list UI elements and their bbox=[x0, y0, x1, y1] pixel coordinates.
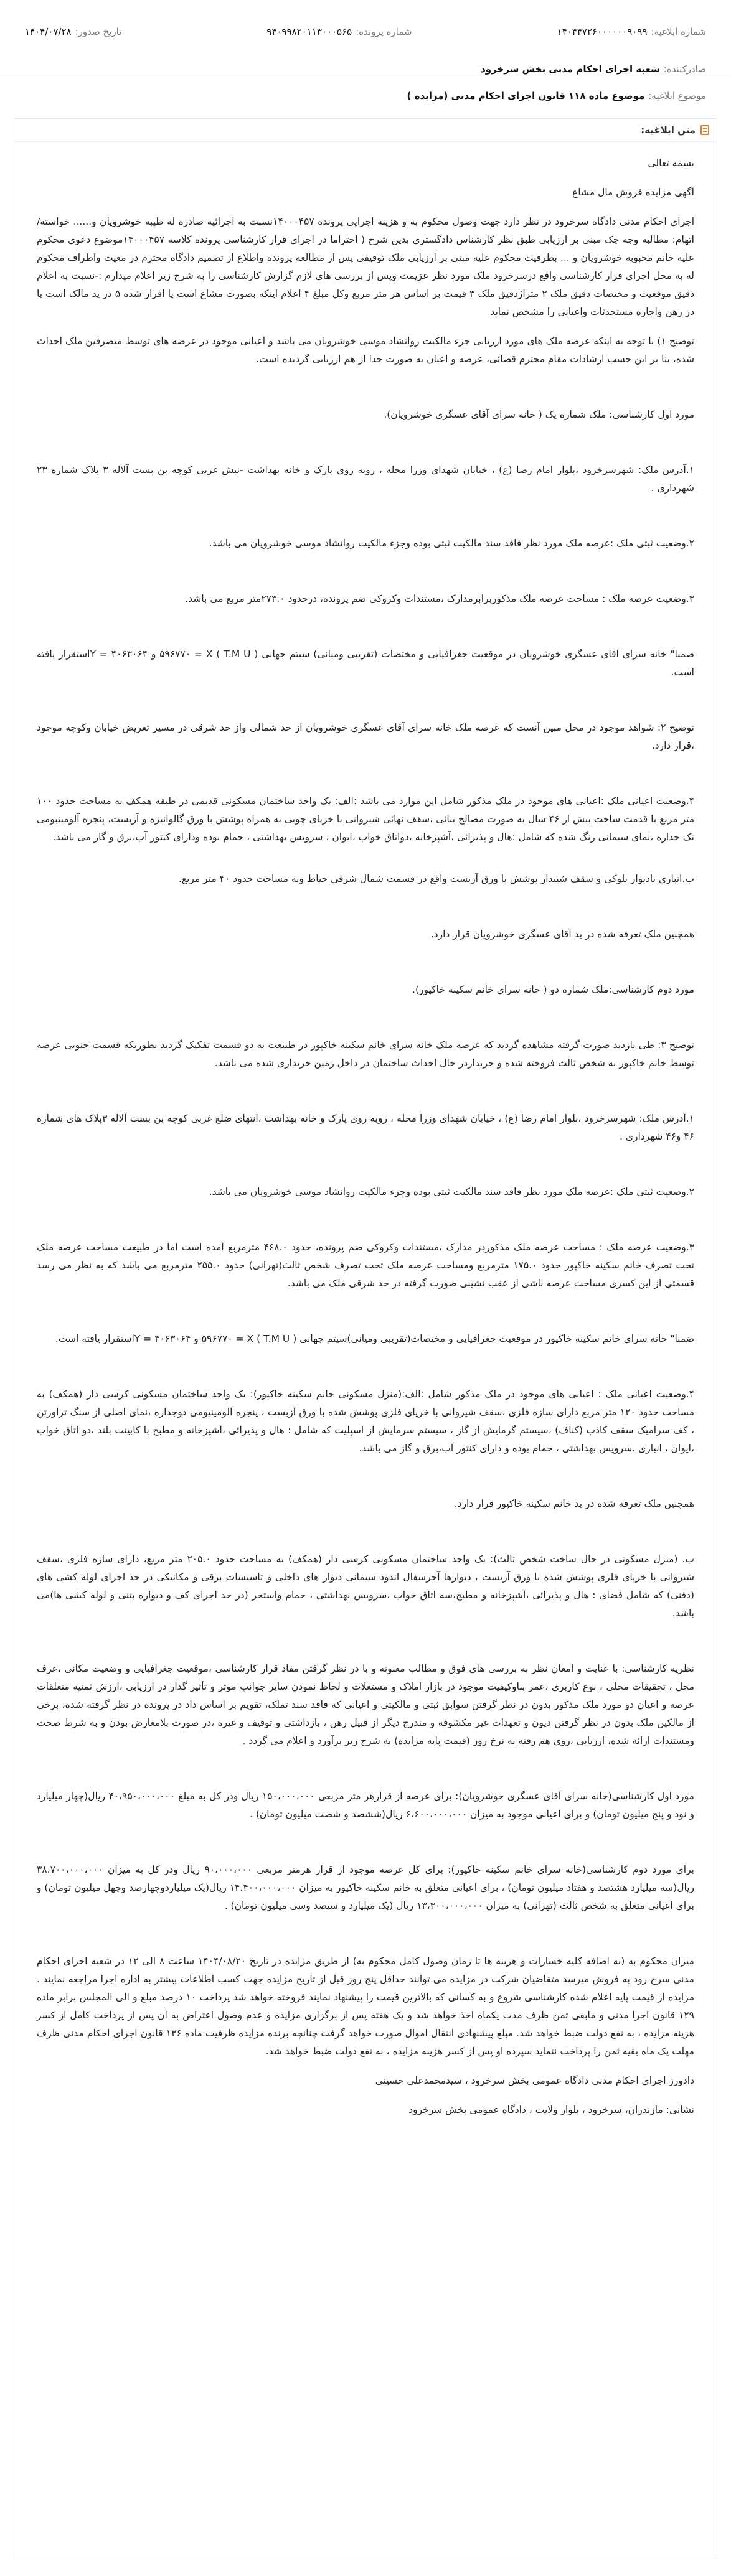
notice-number-value: ۱۴۰۴۴۷۲۶۰۰۰۰۰۰۹۰۹۹ bbox=[557, 26, 648, 37]
subject-line bbox=[407, 90, 706, 101]
document-icon bbox=[700, 125, 709, 135]
notice-text-box bbox=[14, 118, 717, 2559]
paragraph: مورد اول کارشناسی: ملک شماره یک ( خانه سرای آقای عسگری خوشرویان). bbox=[384, 409, 694, 420]
paragraph: مورد اول کارشناسی(خانه سرای آقای عسگری خوشرویان): برای عرصه از قرارهر متر مربعی ۱۵۰،۰۰۰،۰۰۰ ریال ودر کل به مبلغ ۴۰،۹۵۰،۰۰۰،۰۰۰ ریال(چهار میلیارد و نود و پنج میلیون تومان) و برای اعیانی موجود به میزان ۶،۶۰۰،۰۰۰،۰۰۰ ریال(ششصد و شصت میلیون تومان) . bbox=[37, 1791, 694, 1820]
file-number-label: شماره پرونده: bbox=[356, 26, 412, 37]
issue-date-label: تاریخ صدور: bbox=[75, 26, 122, 37]
paragraph: ب.انباری بادیوار بلوکی و سقف شیبدار پوشش با ورق آزبست واقع در قسمت شمال شرقی حیاط وبه مساحت حدود ۴۰ متر مربع. bbox=[178, 873, 694, 884]
paragraph: مورد دوم کارشناسی:ملک شماره دو ( خانه سرای خانم سکینه خاکپور). bbox=[412, 984, 694, 995]
paragraph: بسمه تعالی bbox=[648, 157, 694, 169]
paragraph: نظریه کارشناسی: با عنایت و امعان نظر به بررسی های فوق و مطالب معنونه و با در نظر گرفتن مفاد قرار کارشناسی ،موقعیت جغرافیایی و وضعیت مکانی ،عرف محل ، تحقیقات محلی ، نوع کاربری ،عمر بناوکیفیت موجود در بازار املاک و مستغلات و لحاظ نمودن سایر جوانب موثر و تأثیر گذار در ارزیابی ،ارزش ثمنیه متعلقات عرصه و اعیان دو مورد ملک مذکور بدون در نظر گرفتن سوابق ثبتی و مالکیتی و اعیانی که فاقد سند تملک، تقویم بر اساس داد در پرونده در نظر گرفته شده، برخی از مالکین ملک بدون در نظر گرفتن دیون و تعهدات غیر مکشوفه و مندرج دیگر از قبیل رهن ، بازداشتی و توقیف و غیره ،در صورت بلامعارض بودن و به شرط صحت ومستندات ارائه شده، ارزیابی ،روی هم رفته به نرخ روز (قیمت پایه مزایده) به شرح زیر برآورد و اعلام می گردد . bbox=[37, 1663, 694, 1746]
issuer-line bbox=[481, 63, 706, 75]
notice-number bbox=[557, 26, 706, 37]
paragraph: ضمنا" خانه سرای خانم سکینه خاکپور در موقعیت جغرافیایی و مختصات(تقریبی ومیانی)سیتم جهانی ( T.M U ) ۵۹۶۷۷۰ = X و ۴۰۶۳۰۶۴ = Yاستقرار یافته است. bbox=[55, 1333, 694, 1344]
file-number-value: ۹۴۰۹۹۸۲۰۱۱۳۰۰۰۵۶۵ bbox=[266, 26, 352, 37]
paragraph: ب. (منزل مسکونی در حال ساخت شخص ثالث): یک واحد ساختمان مسکونی کرسی دار (همکف) به مساحت حدود ۲۰۵.۰ متر مربع، دارای سازه فلزی ،سقف شیروانی با خرپای فلزی پوشش شده با ورق آزبست ، دیوارها آجرسفال اندود سیمانی دیوار های داخلی و تاسیسات برقی و مکانیکی در حد اجرای لوله کشی های (دفنی) که شامل فضای : هال و پذیرائی ،آشپزخانه و مطبخ،سه اتاق خواب ،سرویس بهداشتی ، حمام واستخر (در حد اجرای کف و دیواره بتنی و لوله کشی ها)می باشد. bbox=[37, 1553, 694, 1619]
meta-row bbox=[25, 26, 706, 37]
paragraph: توضیح ۳: طی بازدید صورت گرفته مشاهده گردید که عرصه ملک خانه سرای خانم سکینه خاکپور در طبیعت به دو قسمت تفکیک گردید بطوریکه قسمت جنوبی عرصه توسط خانم خاکپور به شخص ثالث فروخته شده و خریداردر حال احداث ساختمان در داخل زمین خریداری شده می باشد. bbox=[37, 1039, 694, 1069]
paragraph: ۱.آدرس ملک: شهرسرخرود ،بلوار امام رضا (ع) ، خیابان شهدای وزرا محله ، روبه روی پارک و خانه بهداشت -نبش غربی کوچه بن بست آلاله ۳ پلاک شماره ۲۳ شهرداری . bbox=[37, 464, 695, 494]
issuer-value: شعبه اجرای احکام مدنی بخش سرخرود bbox=[481, 63, 660, 75]
paragraph: برای مورد دوم کارشناسی(خانه سرای خانم سکینه خاکپور): برای کل عرصه موجود از قرار هرمتر مربعی ۹۰،۰۰۰،۰۰۰ ریال ودر کل به میزان ۳۸،۷۰۰،۰۰۰،۰۰۰ ریال(سه میلیارد هشتصد و هفتاد میلیون تومان) ، برای اعیانی متعلق به خانم سکینه خاکپور به میزان ۱۴،۴۰۰،۰۰۰،۰۰۰ ریال(یک میلیاردوچهارصد وچهل میلیون تومان) و برای اعیانی متعلق به شخص ثالث (تهرانی) به میزان ۱۳،۳۰۰،۰۰۰،۰۰۰ ریال (یک میلیارد و سیصد وسی میلیون تومان) . bbox=[37, 1864, 694, 1911]
paragraph: ۴.وضعیت اعیانی ملک :اعیانی های موجود در ملک مذکور شامل این موارد می باشد :الف: یک واحد ساختمان مسکونی قدیمی در طبقه همکف به مساحت حدود ۱۰۰ متر مربع با قدمت ساخت بیش از ۴۶ سال به صورت مصالح بنائی ،سقف نهائی شیروانی با خرپای چوبی به همراه پوشش با ورق گالوانیزه و آزبست، پنجره آلومینیومی تک جداره ،نمای سیمانی رنگ شده که شامل :هال و پذیرائی ،آشپزخانه ،دواتاق خواب ،ایوان ، سرویس بهداشتی ، حمام بوده ودارای کنتور آب،برق و گاز می باشد. bbox=[37, 795, 694, 843]
issue-date-value: ۱۴۰۴/۰۷/۲۸ bbox=[25, 26, 72, 37]
paragraph: دادورز اجرای احکام مدنی دادگاه عمومی بخش سرخرود ، سیدمحمدعلی حسینی bbox=[375, 2075, 694, 2086]
paragraph: توضیح ۲: شواهد موجود در محل مبین آنست که عرصه ملک خانه سرای آقای عسگری خوشرویان از حد شمالی واز حد شرقی در مسیر تعریض خیابان وکوچه موجود ،قرار دارد. bbox=[37, 722, 695, 751]
paragraph: آگهی مزایده فروش مال مشاع bbox=[572, 187, 694, 198]
issue-date bbox=[25, 26, 121, 37]
paragraph: ۴.وضعیت اعیانی ملک : اعیانی های موجود در ملک مذکور شامل :الف:(منزل مسکونی خانم سکینه خاکپور): یک واحد ساختمان مسکونی کرسی دار (همکف) به مساحت حدود ۱۲۰ متر مربع دارای سازه فلزی ،سقف شیروانی با خرپای فلزی پوشش شده با ورق آزبست ، پنجره آلومینیومی دوجداره ،نمای اصلی از سنگ تراورتن ، کف سرامیک سقف کاذب (کناف) ،سیستم گرمایش از گاز ، سیستم سرمایش از اسپلیت که شامل : هال و پذیرائی ،آشپزخانه و مطبخ با کابینت بلند ،دو اتاق خواب ،ایوان ، انباری ،سرویس بهداشتی ، حمام بوده و دارای کنتور آب،برق و گاز می باشد. bbox=[37, 1389, 694, 1454]
notice-content bbox=[14, 142, 717, 2119]
subject-value: موضوع ماده ۱۱۸ قانون اجرای احکام مدنی (مزایده ) bbox=[407, 90, 645, 101]
notice-text-header bbox=[14, 119, 717, 142]
paragraph: نشانی: مازندران، سرخرود ، بلوار ولایت ، دادگاه عمومی بخش سرخرود bbox=[408, 2104, 694, 2115]
paragraph: ۱.آدرس ملک: شهرسرخرود ،بلوار امام رضا (ع) ، خیابان شهدای وزرا محله ، روبه روی پارک و خانه بهداشت ،انتهای ضلع غربی کوچه بن بست آلاله ۳پلاک های شماره ۴۶ و۴۶ شهرداری . bbox=[37, 1113, 694, 1142]
paragraph: همچنین ملک تعرفه شده در ید آقای عسگری خوشرویان قرار دارد. bbox=[430, 929, 694, 940]
paragraph: همچنین ملک تعرفه شده در ید خانم سکینه خاکپور قرار دارد. bbox=[454, 1498, 694, 1509]
paragraph: ۲.وضعیت ثبتی ملک :عرصه ملک مورد نظر فاقد سند مالکیت ثبتی بوده وجزء مالکیت روانشاد موسی خوشرویان می باشد. bbox=[209, 1186, 694, 1197]
subject-label: موضوع ابلاغیه: bbox=[648, 90, 706, 101]
notice-header bbox=[0, 0, 731, 78]
issuer-label: صادرکننده: bbox=[663, 63, 706, 75]
paragraph: ۳.وضعیت عرصه ملک : مساحت عرصه ملک مذکوردر مدارک ،مستندات وکروکی ضم پرونده، حدود ۴۶۸.۰ مترمربع آمده است اما در طبیعت مساحت عرصه ملک تحت تصرف خانم سکینه خاکپور حدود ۱۷۵.۰ مترمربع ومساحت عرصه ملک تحت تصرف شخص ثالث(تهرانی) حدود ۲۵۵.۰ مترمربع می باشد که به نظر می رسد قسمتی از این کسری مساحت عرصه ناشی از عقب نشینی صورت گرفته در حد شرقی ملک می باشد. bbox=[37, 1242, 694, 1289]
paragraph: میزان محکوم به (به اضافه کلیه خسارات و هزینه ها تا زمان وصول کامل محکوم به) از طریق مزایده در تاریخ ۱۴۰۴/۰۸/۲۰ ساعت ۸ الی ۱۲ در شعبه اجرای احکام مدنی سرخ رود به فروش میرسد متقاضیان شرکت در مزایده می توانند حداقل پنج روز قبل از تاریخ مزایده جهت کسب اطلاعات بیشتر به اداره اجرا مراجعه نمایند . مزایده از قیمت پایه اعلام شده کارشناسی شروع و به کسانی که بالاترین قیمت را پیشنهاد نمایند فروخته خواهد شد پرداخت ۱۰ درصد مبلغ و الی المجلس برابر ماده ۱۲۹ قانون اجرا مدنی و مابقی ثمن ظرف مدت یکماه اخذ خواهد شد و یک هفته پس از برگزاری مزایده و عدم وصول اعتراض به آن پس از پرداخت کامل از کسر هزینه مزایده ، به نفع دولت ضبط خواهد شد. مبلغ پیشنهادی انتقال اموال صورت خواهد گرفت چنانچه برنده مزایده ظرفیت ماده ۱۳۶ قانون اجرای احکام مدنی ظرف مهلت یک ماه بقیه ثمن را پرداخت ننماید سپرده او پس از کسر هزینه مزایده ، به نفع دولت ضبط خواهد شد. bbox=[37, 1955, 694, 2057]
paragraph: ۲.وضعیت ثبتی ملک :عرصه ملک مورد نظر فاقد سند مالکیت ثبتی بوده وجزء مالکیت روانشاد موسی خوشرویان می باشد. bbox=[209, 538, 694, 549]
notice-text-title: متن ابلاغیه: bbox=[641, 124, 696, 136]
paragraph: توضیح ۱) با توجه به اینکه عرصه ملک های مورد ارزیابی جزء مالکیت روانشاد موسی خوشرویان می باشد و اعیانی موجود در عرصه های توسط متصرفین ملک احداث شده، بنا بر این حسب ارشادات مقام محترم قضائی، عرصه و اعیان به صورت جدا از هم ارزیابی گردیده است. bbox=[37, 335, 694, 365]
paragraph: ۳.وضعیت عرصه ملک : مساحت عرصه ملک مذکوربرابرمدارک ،مستندات وکروکی ضم پرونده، درحدود ۲۷۳.۰متر مربع می باشد. bbox=[185, 593, 694, 604]
paragraph: ضمنا" خانه سرای آقای عسگری خوشرویان در موقعیت جغرافیایی و مختصات (تقریبی ومیانی) سیتم جهانی ( T.M U ) ۵۹۶۷۷۰ = X و ۴۰۶۳۰۶۴ = Yاستقرار یافته است. bbox=[37, 649, 695, 678]
paragraph: اجرای احکام مدنی دادگاه سرخرود در نظر دارد جهت وصول محکوم به و هزینه اجرایی پرونده ۱۴۰۰۰۴۵۷نسبت به اجرائیه صادره له طیبه خوشرویان و...... خواسته/اتهام: مطالبه وجه چک مبنی بر ارزیابی طبق نظر کارشناس دادگستری بدین شرح ( احتراما در اجرای قرار کارشناسی پرونده کلاسه ۱۴۰۰۰۴۵۷موضوع دعوی محکوم علیه خانم محبوبه خوشرویان و ... بطرفیت محکوم علیه مبنی بر ارزیابی ملک توقیفی پس از مطالعه پرونده واطلاع از تصمیم دادگاه محترم در معیت واطراف محکوم له به محل اجرای قرار کارشناسی واقع درسرخرود ملک مورد نظر عزیمت وپس از بررسی های لازم گزارش کارشناسی را به شرح زیر اعلام میدارم :-نسبت به اعلام دقیق موقعیت و مختصات دقیق ملک ۲ متراژدقیق ملک ۳ قیمت بر اساس هر متر مربع وکل مبلغ ۴ اعلام اینکه بصورت مشاع است یا افراز شده ۵ در ید مالک است یا در رهن واجاره مستحدثات واعیانی را مشخص نماید bbox=[37, 216, 694, 317]
notice-number-label: شماره ابلاغیه: bbox=[651, 26, 706, 37]
file-number bbox=[266, 26, 412, 37]
